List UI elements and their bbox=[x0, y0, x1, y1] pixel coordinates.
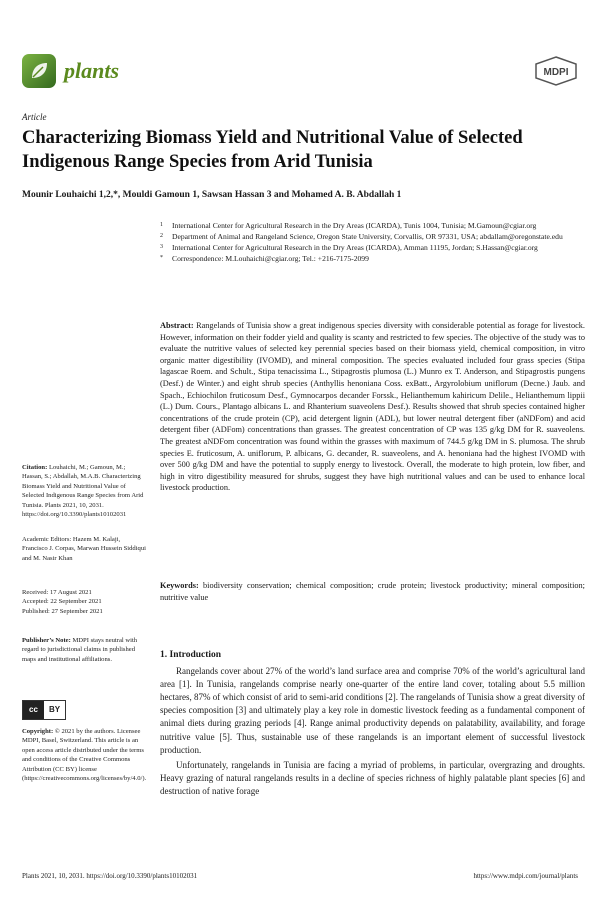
publication-dates bbox=[22, 588, 147, 616]
academic-editors bbox=[22, 535, 147, 563]
section-heading: 1. Introduction bbox=[160, 650, 222, 660]
abstract-text: Rangelands of Tunisia show a great indigenous species diversity with considerable potential as forage for livestock. However, information on their fodder yield and quality is scanty and restricted to few species. The objective of the study was to evaluate the nutritive values of selected key perennial species based on their biomass yield, chemical composition, in vitro organic matter digestibility (IVOMD), and mineral composition. The species evaluated included four grass species (Stipa lagascae Roem. and Schult., Stipa tenacissima L., Stipagrostis plumosa (L.) Munro ex T. Anderson, and Stipagrostis pungens (Desf.) de Winter.) and eight shrub species (Anthyllis henoniana Coss. exBatt., Argyrolobium uniflorum (Decne.) Jaub. and Spach., Echiochilon fruticosum Desf., Gymnocarpos decander Forssk., Helianthemum kahiricum Delile., Helianthemum lippii (L.) Dum. Cours., Plantago albicans L. and Rhanterium suaveolens Desf.). Results showed that shrub species contained higher concentrations of the crude protein (CP), acid detergent lignin (ADL), but lower neutral detergent fiber (aNDFom) and acid detergent fiber (ADFom) concentrations than grasses. The greatest concentration of CP was 135 g/kg DM for R. suaveolens. The greatest aNDFom concentration was found within the grasses with maximum of 744.5 g/kg DM in S. plumosa. The shrub species E. fruticosum, A. uniflorum, P. albicans, G. decander, R. suaveolens, and A. henoniana had the highest IVOMD with over 500 g/kg DM and have the potential to supply energy to livestock. Overall, the moderate to high protein, low fiber, and high in vitro digestibility measured for shrubs, suggest they have high nutritional values and can be used to enhance local livestock production. bbox=[160, 321, 585, 493]
article-type: Article bbox=[22, 112, 47, 122]
mdpi-logo-icon bbox=[534, 56, 578, 91]
affiliation-email-link[interactable]: Department of Animal and Rangeland Science, Oregon State University, Corvallis, OR 97331, USA; abdallam@oregonstate.edu bbox=[172, 232, 563, 241]
paragraph: Rangelands cover about 27% of the world’s land surface area and comprise 70% of the world’s agricultural land area [1]. In Tunisia, rangelands comprise nearly one-quarter of the entire land cover, totaling about 5.5 million hectares, 87% of which consist of arid to semi-arid conditions [2]. The rangelands of Tunisia show a great diversity of species composition [3] and ultimately play a key role in domestic livestock feeding as a fundamental component of animal diets during grazing periods [4]. Range animal productivity depends on palatability, availability, and forage nutritive value [5]. Thus, sustainable use of these rangelands is an important element of successful livestock production. bbox=[160, 665, 585, 755]
affiliation-email-link[interactable]: International Center for Agricultural Research in the Dry Areas (ICARDA), Amman 11195, Jordan; S.Hassan@cgiar.org bbox=[172, 243, 538, 252]
mdpi-label: MDPI bbox=[543, 67, 569, 78]
affiliation-email-link[interactable]: International Center for Agricultural Research in the Dry Areas (ICARDA), Tunis 1004, Tunisia; M.Gamoun@cgiar.org bbox=[172, 221, 537, 230]
keywords bbox=[160, 580, 585, 603]
article-title: Characterizing Biomass Yield and Nutritional Value of Selected Indigenous Range Species from Arid Tunisia bbox=[22, 128, 523, 172]
journal-name: plants bbox=[64, 58, 120, 83]
correspondence: * Correspondence: M.Louhaichi@cgiar.org; Tel.: +216-7175-2099 bbox=[160, 254, 369, 263]
publisher-note-text: MDPI stays neutral with regard to jurisdictional claims in published maps and institutional affiliations. bbox=[22, 637, 138, 663]
publisher-note bbox=[22, 636, 147, 664]
copyright-label: Copyright: bbox=[22, 728, 54, 735]
by-badge-label: BY bbox=[48, 705, 61, 715]
keywords-text: biodiversity conservation; chemical composition; crude protein; livestock productivity; mineral composition; nutritive value bbox=[160, 581, 585, 602]
citation-text[interactable]: Louhaichi, M.; Gamoun, M.; Hassan, S.; Abdallah, M.A.B. Characterizing Biomass Yield and Nutritional Value of Selected Indigenous Range Species from Arid Tunisia. Plants 2021, 10, 2031. https://doi.org/10.3390/plants10102031 bbox=[22, 464, 144, 519]
publisher-note-label: Publisher’s Note: bbox=[22, 637, 71, 644]
copyright-notice bbox=[22, 727, 147, 783]
journal-header bbox=[22, 54, 119, 88]
abstract-label: Abstract: bbox=[160, 321, 194, 330]
citation-label: Citation: bbox=[22, 464, 48, 471]
paragraph: Unfortunately, rangelands in Tunisia are facing a myriad of problems, in particular, overgrazing and droughts. Heavy grazing of natural rangelands results in a decline of species richness of highly palatable plant species [6] and destruction of native forage bbox=[160, 760, 585, 797]
correspondence-email-link[interactable]: Correspondence: M.Louhaichi@cgiar.org; Tel.: +216-7175-2099 bbox=[172, 254, 369, 263]
published-date: Published: 27 September 2021 bbox=[22, 607, 103, 615]
author-list: Mounir Louhaichi 1,2,*, Mouldi Gamoun 1, Sawsan Hassan 3 and Mohamed A. B. Abdallah 1 bbox=[22, 190, 402, 200]
footer-journal-url[interactable]: https://www.mdpi.com/journal/plants bbox=[473, 872, 578, 880]
received-date: Received: 17 August 2021 bbox=[22, 589, 92, 596]
cc-badge-label: cc bbox=[23, 701, 44, 719]
introduction-section bbox=[160, 650, 585, 801]
editor-names: Hazem M. Kalaji, Francisco J. Corpas, Marwan Hussein Siddiqui and M. Nasir Khan bbox=[22, 536, 146, 562]
accepted-date: Accepted: 22 September 2021 bbox=[22, 598, 102, 606]
citation-block bbox=[22, 463, 147, 519]
footer-citation[interactable]: Plants 2021, 10, 2031. https://doi.org/10.3390/plants10102031 bbox=[22, 872, 198, 880]
affiliation-item: 2 Department of Animal and Rangeland Science, Oregon State University, Corvallis, OR 97331, USA; abdallam@oregonstate.edu bbox=[160, 232, 563, 241]
affiliations bbox=[160, 220, 585, 264]
affiliation-item: 1 International Center for Agricultural Research in the Dry Areas (ICARDA), Tunis 1004, Tunisia; M.Gamoun@cgiar.org bbox=[160, 221, 537, 230]
cc-by-license-icon[interactable] bbox=[22, 700, 147, 720]
editor-label: Academic Editors: bbox=[22, 536, 72, 543]
keywords-label: Keywords: bbox=[160, 581, 199, 590]
abstract bbox=[160, 320, 585, 494]
plants-leaf-logo-icon bbox=[22, 54, 56, 88]
affiliation-item: 3 International Center for Agricultural Research in the Dry Areas (ICARDA), Amman 11195, Jordan; S.Hassan@cgiar.org bbox=[160, 243, 538, 252]
copyright-text: © 2021 by the authors. Licensee MDPI, Basel, Switzerland. This article is an open access article distributed under the terms and conditions of the Creative Commons Attribution (CC BY) license (https://creativecommons.org/licenses/by/4.0/). bbox=[22, 728, 147, 783]
